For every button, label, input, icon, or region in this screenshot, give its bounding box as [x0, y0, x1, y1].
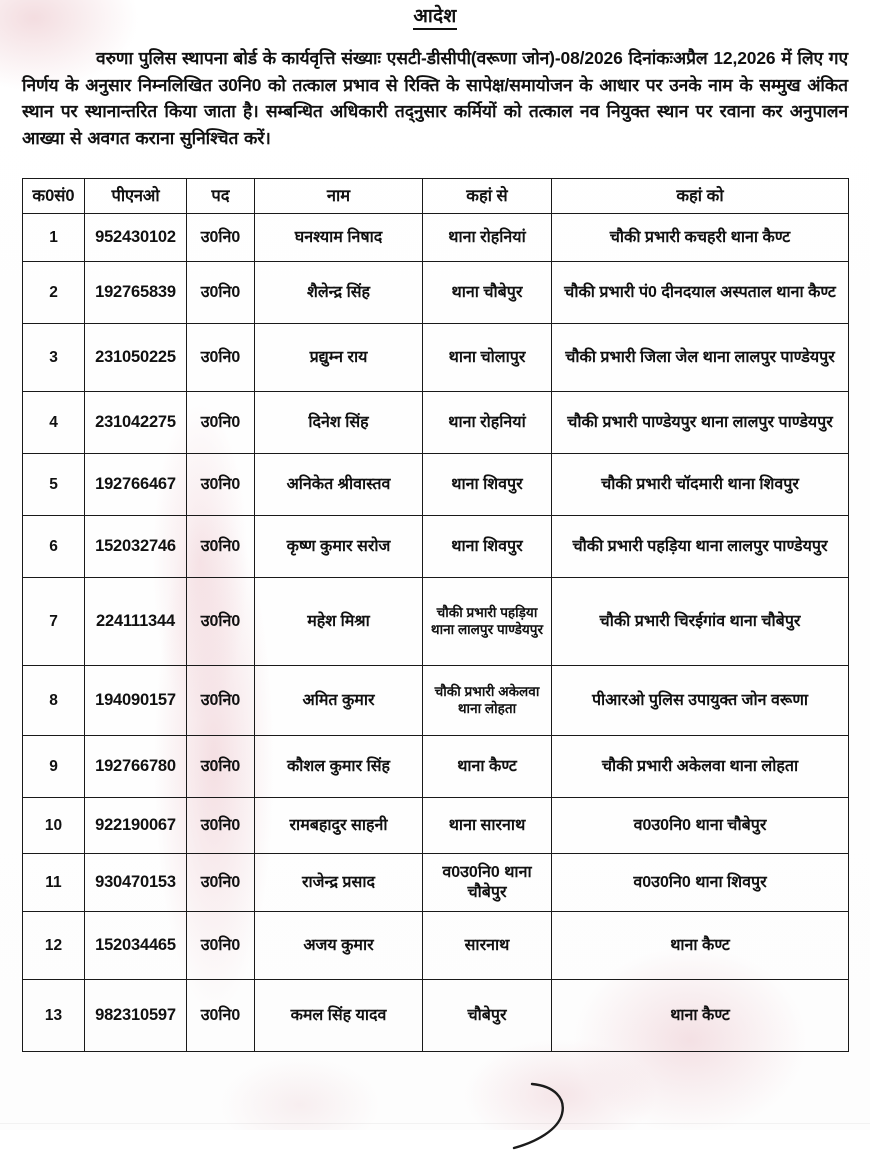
cell-pno: 922190067: [85, 798, 187, 854]
cell-serial: 13: [23, 980, 85, 1052]
cell-serial: 9: [23, 736, 85, 798]
table-row: [23, 666, 849, 736]
order-paragraph: वरुणा पुलिस स्थापना बोर्ड के कार्यवृत्ति संख्याः एसटी-डीसीपी(वरूणा जोन)-08/2026 दिनांकःअप्रैल 12,2026 में लिए गए निर्णय के अनुसार निम्नलिखित उ0नि0 को तत्काल प्रभाव से रिक्ति के सापेक्ष/समायोजन के आधार पर उनके नाम के सम्मुख अंकित स्थान पर स्थानान्तरित किया जाता है। सम्बन्धित अधिकारी तद्नुसार कर्मियों को तत्काल नव नियुक्त स्थान पर रवाना कर अनुपालन आख्या से अवगत कराना सुनिश्चित करें।: [22, 48, 848, 148]
cell-to: चौकी प्रभारी पाण्डेयपुर थाना लालपुर पाण्डेयपुर: [552, 392, 849, 454]
cell-from: थाना शिवपुर: [423, 516, 552, 578]
table-header-row: [23, 179, 849, 214]
cell-rank: उ0नि0: [187, 392, 255, 454]
cell-name: अमित कुमार: [255, 666, 423, 736]
cell-name: कमल सिंह यादव: [255, 980, 423, 1052]
cell-from: थाना शिवपुर: [423, 454, 552, 516]
page-title: [0, 2, 870, 28]
column-header-serial: क0सं0: [23, 179, 85, 214]
table-row: [23, 912, 849, 980]
table-row: [23, 214, 849, 262]
column-header-name: नाम: [255, 179, 423, 214]
cell-to: चौकी प्रभारी जिला जेल थाना लालपुर पाण्डेयपुर: [552, 324, 849, 392]
cell-pno: 231042275: [85, 392, 187, 454]
cell-from: चौकी प्रभारी अकेलवा थाना लोहता: [423, 666, 552, 736]
cell-rank: उ0नि0: [187, 912, 255, 980]
cell-to: चौकी प्रभारी अकेलवा थाना लोहता: [552, 736, 849, 798]
cell-pno: 194090157: [85, 666, 187, 736]
cell-to: पीआरओ पुलिस उपायुक्त जोन वरूणा: [552, 666, 849, 736]
cell-serial: 2: [23, 262, 85, 324]
cell-name: महेश मिश्रा: [255, 578, 423, 666]
cell-rank: उ0नि0: [187, 666, 255, 736]
table-header: [23, 179, 849, 214]
cell-to: चौकी प्रभारी पहड़िया थाना लालपुर पाण्डेयपुर: [552, 516, 849, 578]
cell-serial: 8: [23, 666, 85, 736]
cell-serial: 5: [23, 454, 85, 516]
cell-rank: उ0नि0: [187, 262, 255, 324]
column-header-pno: पीएनओ: [85, 179, 187, 214]
transfer-order-table: [22, 178, 849, 1052]
cell-rank: उ0नि0: [187, 854, 255, 912]
cell-pno: 224111344: [85, 578, 187, 666]
cell-from: थाना सारनाथ: [423, 798, 552, 854]
cell-from: थाना रोहनियां: [423, 392, 552, 454]
cell-from: चौकी प्रभारी पहड़िया थाना लालपुर पाण्डेयपुर: [423, 578, 552, 666]
handwritten-signature-stroke: [470, 1082, 600, 1152]
cell-rank: उ0नि0: [187, 214, 255, 262]
cell-to: चौकी प्रभारी पं0 दीनदयाल अस्पताल थाना कैण्ट: [552, 262, 849, 324]
cell-name: अनिकेत श्रीवास्तव: [255, 454, 423, 516]
cell-serial: 1: [23, 214, 85, 262]
cell-pno: 231050225: [85, 324, 187, 392]
cell-pno: 152034465: [85, 912, 187, 980]
cell-serial: 12: [23, 912, 85, 980]
table-row: [23, 798, 849, 854]
column-header-to: कहां को: [552, 179, 849, 214]
table-row: [23, 736, 849, 798]
cell-from: थाना चौबेपुर: [423, 262, 552, 324]
cell-rank: उ0नि0: [187, 980, 255, 1052]
cell-pno: 152032746: [85, 516, 187, 578]
cell-pno: 192766780: [85, 736, 187, 798]
page-title-text: आदेश: [413, 6, 456, 30]
cell-pno: 952430102: [85, 214, 187, 262]
cell-from: सारनाथ: [423, 912, 552, 980]
cell-from: थाना रोहनियां: [423, 214, 552, 262]
cell-to: थाना कैण्ट: [552, 912, 849, 980]
table-row: [23, 262, 849, 324]
cell-serial: 11: [23, 854, 85, 912]
table-body: [23, 214, 849, 1052]
cell-name: कौशल कुमार सिंह: [255, 736, 423, 798]
cell-to: चौकी प्रभारी कचहरी थाना कैण्ट: [552, 214, 849, 262]
cell-name: घनश्याम निषाद: [255, 214, 423, 262]
table-row: [23, 392, 849, 454]
table-row: [23, 324, 849, 392]
cell-to: व0उ0नि0 थाना चौबेपुर: [552, 798, 849, 854]
cell-rank: उ0नि0: [187, 736, 255, 798]
cell-name: कृष्ण कुमार सरोज: [255, 516, 423, 578]
table-row: [23, 980, 849, 1052]
cell-serial: 7: [23, 578, 85, 666]
table-row: [23, 854, 849, 912]
cell-serial: 3: [23, 324, 85, 392]
cell-serial: 6: [23, 516, 85, 578]
cell-from: चौबेपुर: [423, 980, 552, 1052]
cell-pno: 192766467: [85, 454, 187, 516]
cell-rank: उ0नि0: [187, 516, 255, 578]
table-row: [23, 516, 849, 578]
cell-pno: 982310597: [85, 980, 187, 1052]
cell-name: दिनेश सिंह: [255, 392, 423, 454]
cell-to: थाना कैण्ट: [552, 980, 849, 1052]
cell-rank: उ0नि0: [187, 454, 255, 516]
cell-name: प्रद्युम्न राय: [255, 324, 423, 392]
cell-pno: 192765839: [85, 262, 187, 324]
cell-to: चौकी प्रभारी चॉदमारी थाना शिवपुर: [552, 454, 849, 516]
cell-name: शैलेन्द्र सिंह: [255, 262, 423, 324]
cell-to: व0उ0नि0 थाना शिवपुर: [552, 854, 849, 912]
cell-from: थाना चोलापुर: [423, 324, 552, 392]
cell-name: रामबहादुर साहनी: [255, 798, 423, 854]
cell-pno: 930470153: [85, 854, 187, 912]
cell-serial: 10: [23, 798, 85, 854]
cell-serial: 4: [23, 392, 85, 454]
column-header-from: कहां से: [423, 179, 552, 214]
cell-from: थाना कैण्ट: [423, 736, 552, 798]
table-row: [23, 454, 849, 516]
table-row: [23, 578, 849, 666]
cell-name: राजेन्द्र प्रसाद: [255, 854, 423, 912]
cell-name: अजय कुमार: [255, 912, 423, 980]
column-header-rank: पद: [187, 179, 255, 214]
cell-rank: उ0नि0: [187, 578, 255, 666]
cell-from: व0उ0नि0 थाना चौबेपुर: [423, 854, 552, 912]
cell-to: चौकी प्रभारी चिरईगांव थाना चौबेपुर: [552, 578, 849, 666]
cell-rank: उ0नि0: [187, 798, 255, 854]
cell-rank: उ0नि0: [187, 324, 255, 392]
scan-edge-line: [0, 1123, 870, 1124]
